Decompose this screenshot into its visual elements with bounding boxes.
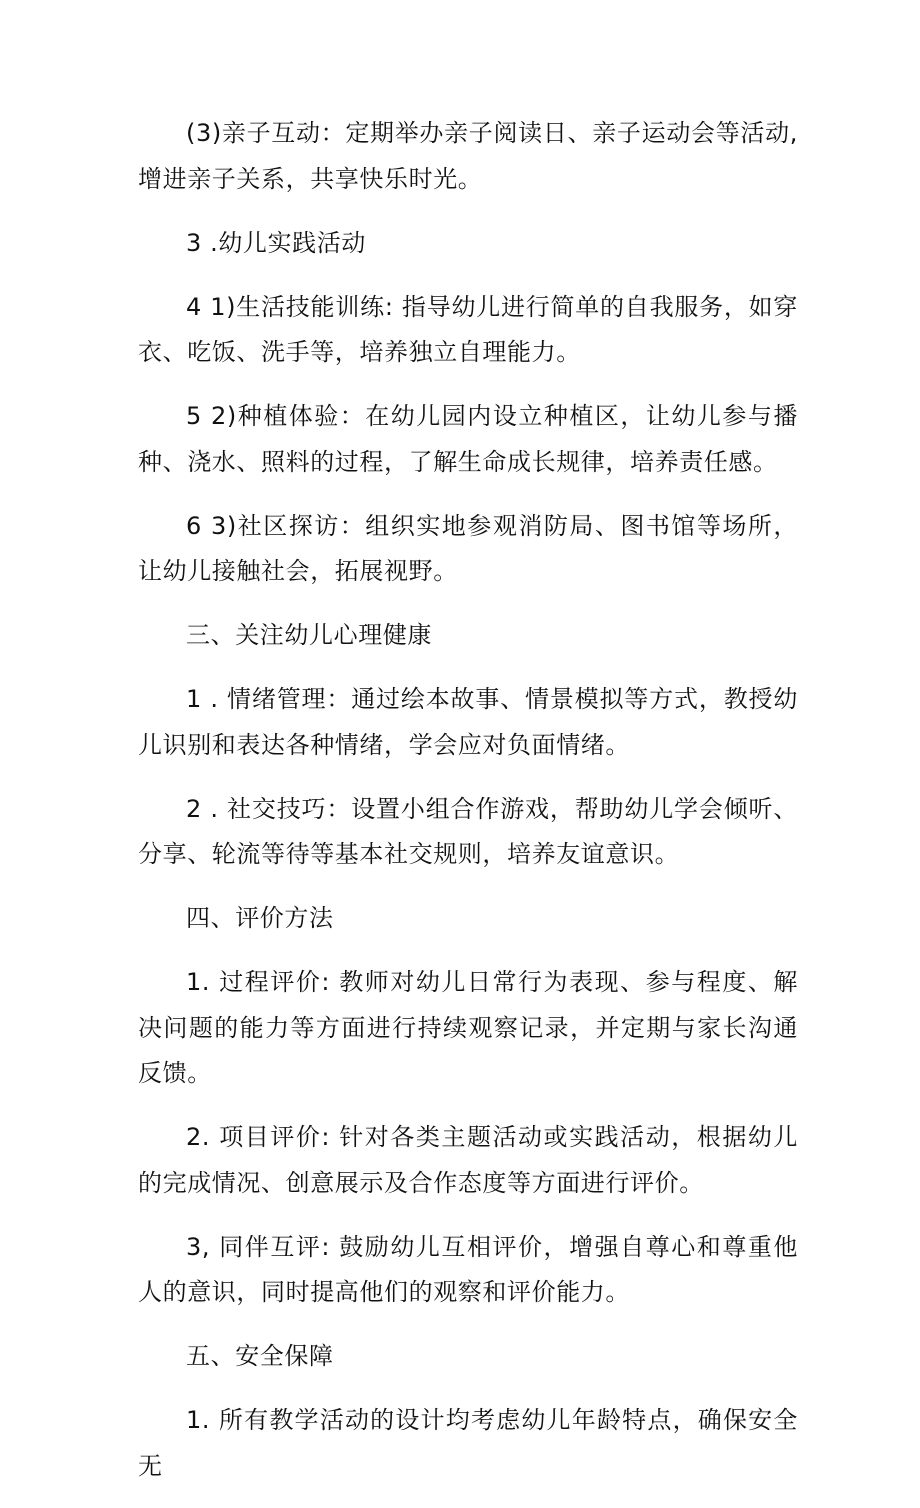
heading-evaluation-methods: 四、评价方法 bbox=[186, 904, 334, 932]
paragraph-safety-design: 1. 所有教学活动的设计均考虑幼儿年龄特点，确保安全无 bbox=[138, 1406, 798, 1480]
paragraph-process-evaluation: 1. 过程评价: 教师对幼儿日常行为表现、参与程度、解决问题的能力等方面进行持续观察记录，并定期与家长沟通反馈。 bbox=[138, 968, 798, 1087]
paragraph-community-visit: 6 3)社区探访：组织实地参观消防局、图书馆等场所，让幼儿接触社会，拓展视野。 bbox=[138, 511, 798, 585]
paragraph-project-evaluation: 2. 项目评价: 针对各类主题活动或实践活动，根据幼儿的完成情况、创意展示及合作态度等方面进行评价。 bbox=[138, 1123, 798, 1197]
heading-mental-health: 三、关注幼儿心理健康 bbox=[186, 621, 432, 649]
paragraph-peer-evaluation: 3, 同伴互评: 鼓励幼儿互相评价，增强自尊心和尊重他人的意识，同时提高他们的观察和评价能力。 bbox=[138, 1232, 798, 1306]
heading-practice-activities: 3 .幼儿实践活动 bbox=[186, 228, 366, 257]
paragraph-emotion-management: 1 . 情绪管理：通过绘本故事、情景模拟等方式，教授幼儿识别和表达各种情绪，学会应对负面情绪。 bbox=[138, 685, 798, 759]
paragraph-social-skills: 2 . 社交技巧：设置小组合作游戏，帮助幼儿学会倾听、分享、轮流等待等基本社交规则，培养友谊意识。 bbox=[138, 794, 798, 868]
heading-safety: 五、安全保障 bbox=[186, 1342, 334, 1370]
paragraph-parent-child-interaction: (3)亲子互动：定期举办亲子阅读日、亲子运动会等活动,增进亲子关系，共享快乐时光。 bbox=[138, 119, 798, 193]
paragraph-planting: 5 2)种植体验：在幼儿园内设立种植区，让幼儿参与播种、浇水、照料的过程，了解生命成长规律，培养责任感。 bbox=[138, 402, 798, 476]
paragraph-life-skills: 4 1)生活技能训练: 指导幼儿进行简单的自我服务，如穿衣、吃饭、洗手等，培养独立自理能力。 bbox=[138, 292, 798, 366]
document-body bbox=[138, 111, 798, 1508]
